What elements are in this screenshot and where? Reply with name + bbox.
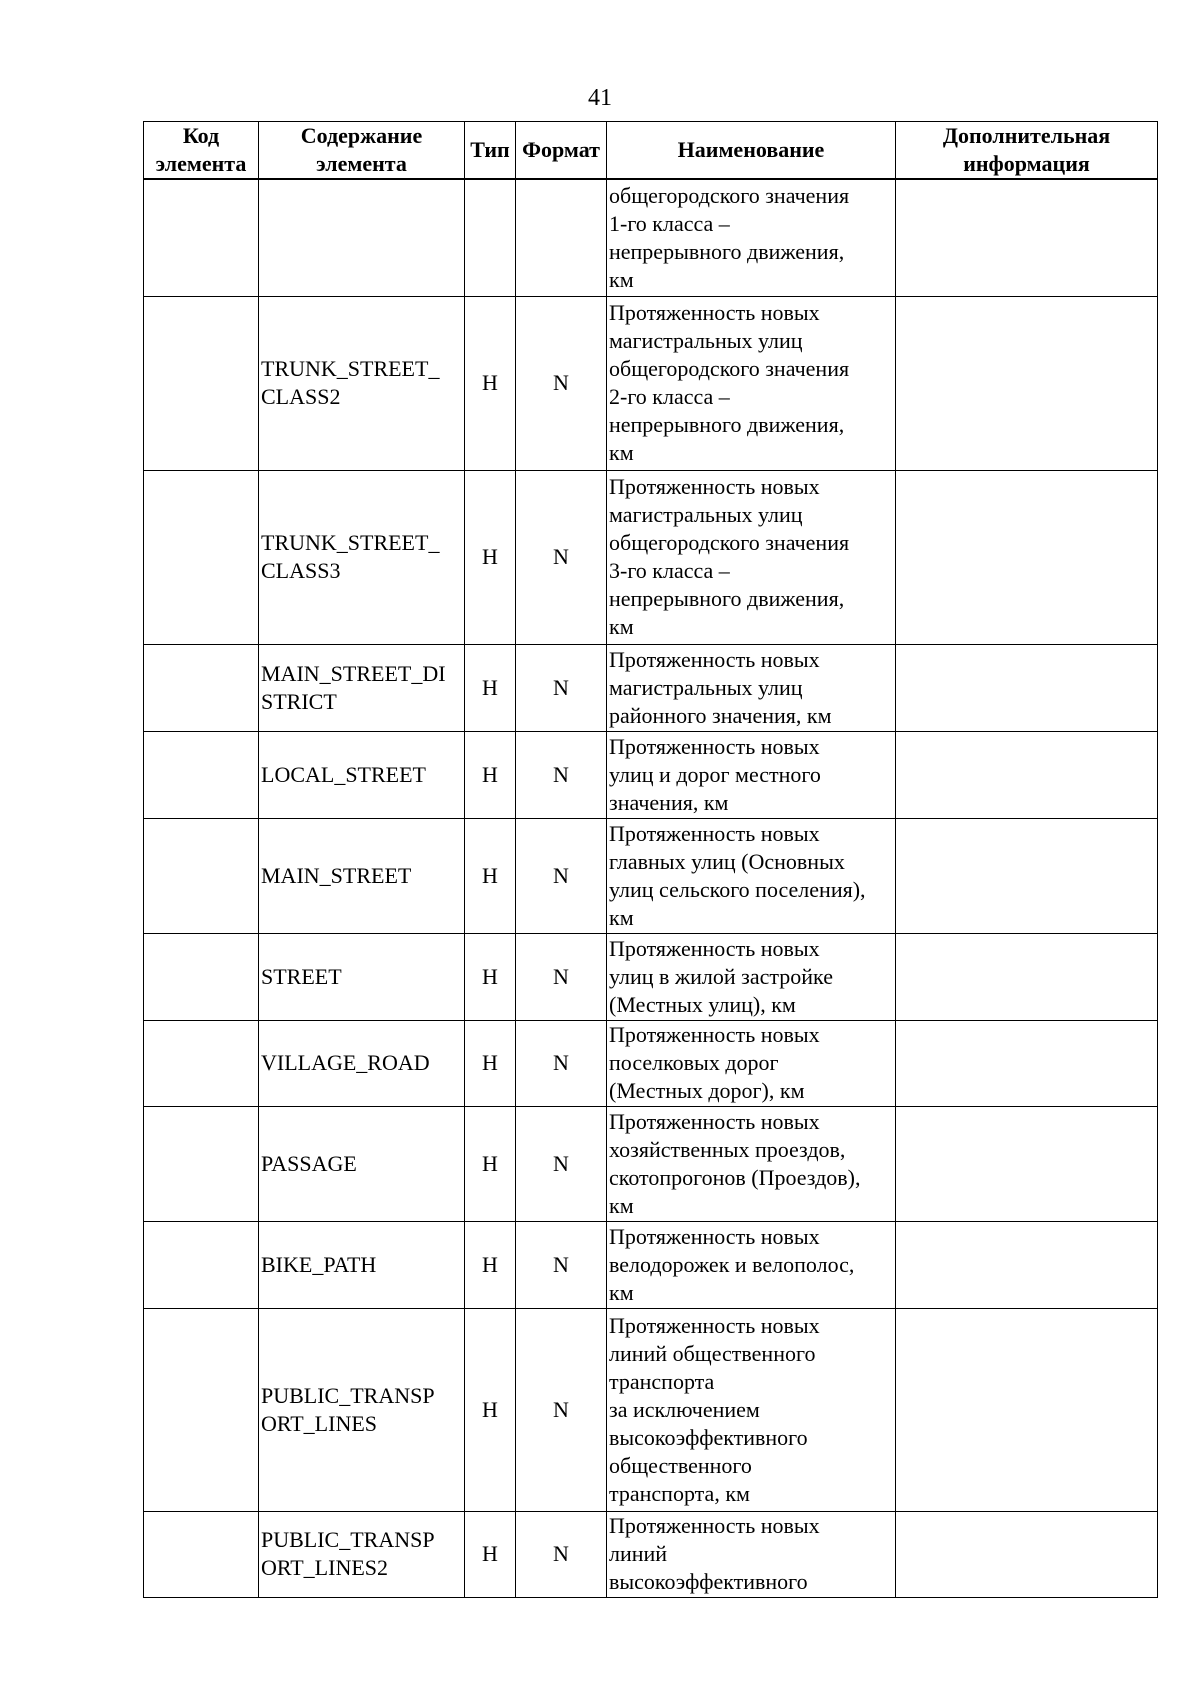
cell-content [259, 731, 465, 818]
cell-name-line: высокоэффективного [609, 1569, 808, 1594]
header-name: Наименование [607, 122, 896, 180]
cell-type: Н [465, 1020, 516, 1106]
cell-name-line: Протяженность новых [609, 1223, 820, 1249]
cell-type: Н [465, 1511, 516, 1597]
cell-name-line: поселковых дорог [609, 1050, 779, 1075]
cell-name-line: магистральных улиц [609, 502, 803, 527]
cell-name-line: магистральных улиц [609, 328, 803, 353]
cell-code [144, 644, 259, 731]
table-row [144, 1511, 1158, 1597]
cell-name-line: Протяженность новых [609, 300, 820, 325]
cell-code [144, 296, 259, 470]
cell-name-line: Протяженность новых [609, 1108, 820, 1134]
table-row [144, 818, 1158, 933]
table-row [144, 470, 1158, 644]
cell-name-line: главных улиц (Основных [609, 848, 845, 874]
cell-name [607, 818, 896, 933]
cell-content-line: ORT_LINES [261, 1410, 378, 1436]
cell-format: N [516, 644, 607, 731]
cell-name-line: улиц и дорог местного [609, 761, 821, 787]
header-content: Содержание элемента [259, 122, 465, 180]
cell-name-line: линий [609, 1541, 668, 1566]
cell-type: Н [465, 296, 516, 470]
cell-type: Н [465, 470, 516, 644]
table-row [144, 644, 1158, 731]
page-number: 41 [588, 85, 612, 111]
header-type: Тип [465, 122, 516, 180]
cell-content-line: TRUNK_STREET_ [261, 530, 440, 555]
cell-content [259, 296, 465, 470]
cell-format: N [516, 1221, 607, 1308]
cell-name-line: (Местных улиц), км [609, 991, 796, 1017]
table-row [144, 1308, 1158, 1511]
cell-format: N [516, 731, 607, 818]
cell-name-line: улиц сельского поселения), [609, 876, 866, 902]
cell-name-line: транспорта, км [609, 1480, 750, 1506]
table-row [144, 296, 1158, 470]
cell-content [259, 1020, 465, 1106]
table-row [144, 933, 1158, 1020]
cell-name-line: высокоэффективного [609, 1424, 808, 1450]
cell-name-line: транспорта [609, 1368, 715, 1394]
cell-name-line: общегородского значения [609, 530, 850, 555]
cell-extra [896, 644, 1158, 731]
cell-name [607, 731, 896, 818]
cell-content-line: PUBLIC_TRANSP [261, 1382, 435, 1408]
spec-table [143, 121, 1158, 1598]
cell-name-line: Протяженность новых [609, 1022, 820, 1047]
cell-code [144, 933, 259, 1020]
cell-extra [896, 818, 1158, 933]
cell-name-line: км [609, 440, 634, 465]
cell-type: Н [465, 818, 516, 933]
cell-name-line: км [609, 904, 634, 930]
cell-content [259, 1511, 465, 1597]
cell-name [607, 1308, 896, 1511]
table-row [144, 1106, 1158, 1221]
cell-name-line: Протяженность новых [609, 935, 820, 961]
cell-name-line: Протяженность новых [609, 1513, 820, 1538]
table-row [144, 1020, 1158, 1106]
cell-type: Н [465, 1106, 516, 1221]
cell-name-line: Протяженность новых [609, 820, 820, 846]
cell-content-line: CLASS2 [261, 384, 341, 409]
cell-type: Н [465, 933, 516, 1020]
cell-content-line: ORT_LINES2 [261, 1555, 389, 1580]
cell-format: N [516, 933, 607, 1020]
cell-content-line: TRUNK_STREET_ [261, 356, 440, 381]
cell-name-line: непрерывного движения, [609, 412, 845, 437]
cell-name [607, 933, 896, 1020]
cell-extra [896, 179, 1158, 296]
cell-name-line: (Местных дорог), км [609, 1078, 805, 1103]
cell-extra [896, 296, 1158, 470]
cell-name-line: районного значения, км [609, 702, 832, 728]
cell-name [607, 644, 896, 731]
cell-code [144, 731, 259, 818]
cell-format: N [516, 470, 607, 644]
cell-name-line: км [609, 1192, 634, 1218]
cell-content-line: STRICT [261, 688, 337, 714]
cell-name [607, 1020, 896, 1106]
cell-name-line: Протяженность новых [609, 474, 820, 499]
cell-name [607, 470, 896, 644]
cell-extra [896, 1106, 1158, 1221]
cell-extra [896, 1221, 1158, 1308]
cell-name-line: линий общественного [609, 1340, 816, 1366]
table-row [144, 1221, 1158, 1308]
cell-content [259, 470, 465, 644]
cell-name [607, 1106, 896, 1221]
cell-code [144, 470, 259, 644]
cell-content-line: VILLAGE_ROAD [261, 1050, 430, 1075]
cell-name [607, 1511, 896, 1597]
header-format: Формат [516, 122, 607, 180]
cell-extra [896, 731, 1158, 818]
cell-format: N [516, 1106, 607, 1221]
cell-code [144, 1020, 259, 1106]
cell-code [144, 179, 259, 296]
cell-name-line: скотопрогонов (Проездов), [609, 1164, 861, 1190]
cell-extra [896, 1020, 1158, 1106]
cell-code [144, 1221, 259, 1308]
cell-name [607, 179, 896, 296]
cell-content-line: MAIN_STREET [261, 862, 412, 888]
cell-content-line: STREET [261, 963, 342, 989]
cell-name-line: Протяженность новых [609, 733, 820, 759]
cell-format: N [516, 1308, 607, 1511]
cell-extra [896, 1308, 1158, 1511]
cell-content [259, 644, 465, 731]
cell-extra [896, 470, 1158, 644]
cell-type: Н [465, 1221, 516, 1308]
cell-name-line: Протяженность новых [609, 1312, 820, 1338]
cell-content-line: CLASS3 [261, 558, 341, 583]
header-code: Код элемента [144, 122, 259, 180]
cell-format: N [516, 1020, 607, 1106]
table-header-row [144, 122, 1158, 180]
cell-code [144, 1308, 259, 1511]
cell-content [259, 1106, 465, 1221]
cell-name-line: общегородского значения [609, 182, 850, 208]
cell-format: N [516, 818, 607, 933]
cell-content [259, 1308, 465, 1511]
cell-content-line: BIKE_PATH [261, 1251, 377, 1277]
cell-name-line: км [609, 1279, 634, 1305]
table-body [144, 179, 1158, 1597]
cell-content [259, 933, 465, 1020]
cell-content [259, 818, 465, 933]
cell-content [259, 179, 465, 296]
cell-content-line: PUBLIC_TRANSP [261, 1527, 435, 1552]
cell-code [144, 1511, 259, 1597]
cell-name [607, 1221, 896, 1308]
cell-name-line: 3-го класса – [609, 558, 730, 583]
cell-code [144, 1106, 259, 1221]
cell-type: Н [465, 644, 516, 731]
cell-type [465, 179, 516, 296]
cell-name-line: за исключением [609, 1396, 760, 1422]
table-row [144, 731, 1158, 818]
cell-code [144, 818, 259, 933]
cell-extra [896, 933, 1158, 1020]
cell-name-line: непрерывного движения, [609, 586, 845, 611]
cell-name-line: улиц в жилой застройке [609, 963, 833, 989]
cell-name-line: значения, км [609, 789, 729, 815]
cell-name-line: общественного [609, 1452, 752, 1478]
cell-content-line: PASSAGE [261, 1150, 357, 1176]
cell-name-line: км [609, 266, 634, 292]
cell-extra [896, 1511, 1158, 1597]
cell-name-line: 1-го класса – [609, 210, 730, 236]
table-row [144, 179, 1158, 296]
cell-name-line: км [609, 614, 634, 639]
cell-content-line: LOCAL_STREET [261, 761, 426, 787]
cell-type: Н [465, 1308, 516, 1511]
cell-name-line: общегородского значения [609, 356, 850, 381]
cell-name-line: непрерывного движения, [609, 238, 845, 264]
cell-type: Н [465, 731, 516, 818]
cell-name-line: хозяйственных проездов, [609, 1136, 846, 1162]
cell-content [259, 1221, 465, 1308]
cell-name-line: магистральных улиц [609, 674, 803, 700]
header-extra: Дополнительная информация [896, 122, 1158, 180]
cell-format: N [516, 1511, 607, 1597]
cell-name-line: 2-го класса – [609, 384, 730, 409]
cell-name-line: велодорожек и велополос, [609, 1251, 855, 1277]
cell-format: N [516, 296, 607, 470]
cell-name-line: Протяженность новых [609, 646, 820, 672]
cell-format [516, 179, 607, 296]
cell-content-line: MAIN_STREET_DI [261, 660, 446, 686]
cell-name [607, 296, 896, 470]
